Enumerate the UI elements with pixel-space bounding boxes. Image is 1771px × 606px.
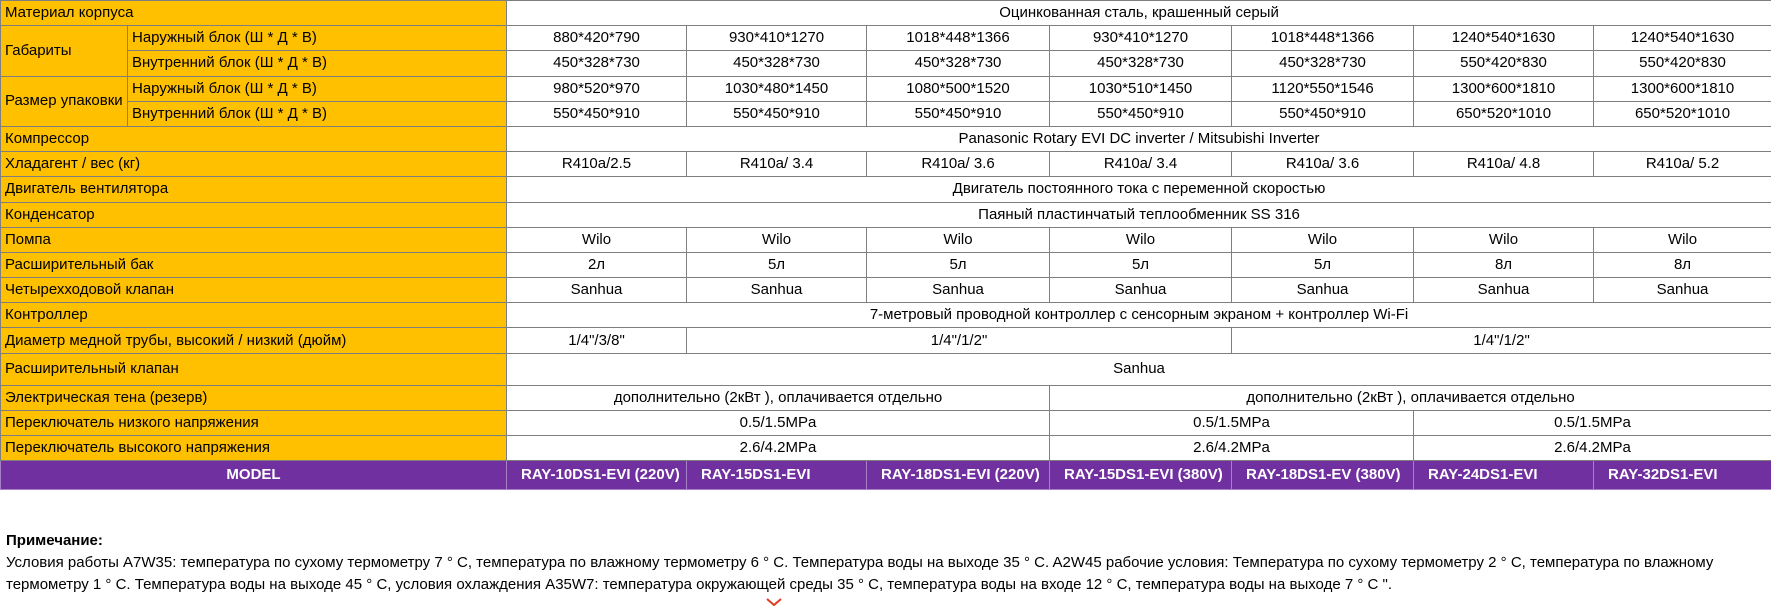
- value-cell: 7-метровый проводной контроллер с сенсорным экраном + контроллер Wi-Fi: [507, 303, 1771, 328]
- model-header: MODEL: [1, 461, 507, 490]
- row-four-way-valve: [1, 278, 1771, 303]
- row-label: Переключатель низкого напряжения: [1, 410, 507, 435]
- row-high-pressure-switch: [1, 436, 1771, 461]
- value-cell: Wilo: [867, 227, 1050, 252]
- row-expansion-valve: [1, 353, 1771, 385]
- row-electric-heater: [1, 385, 1771, 410]
- row-label: Четырехходовой клапан: [1, 278, 507, 303]
- value-cell: 5л: [687, 252, 867, 277]
- value-cell: 930*410*1270: [687, 26, 867, 51]
- row-label: Помпа: [1, 227, 507, 252]
- value-cell: Wilo: [687, 227, 867, 252]
- row-label: Расширительный бак: [1, 252, 507, 277]
- row-label: Хладагент / вес (кг): [1, 152, 507, 177]
- value-cell: Wilo: [1414, 227, 1594, 252]
- value-cell: 2л: [507, 252, 687, 277]
- row-controller: [1, 303, 1771, 328]
- value-cell: Wilo: [1232, 227, 1414, 252]
- value-cell: 0.5/1.5MPa: [1414, 410, 1771, 435]
- value-cell: 5л: [867, 252, 1050, 277]
- value-cell: Паяный пластинчатый теплообменник SS 316: [507, 202, 1771, 227]
- value-cell: дополнительно (2кВт ), оплачивается отдельно: [1050, 385, 1771, 410]
- value-cell: Двигатель постоянного тока с переменной скоростью: [507, 177, 1771, 202]
- row-dimensions-indoor: [1, 51, 1771, 76]
- value-cell: 650*520*1010: [1414, 101, 1594, 126]
- footnote: [6, 530, 1766, 596]
- row-material: [1, 1, 1771, 26]
- value-cell: 930*410*1270: [1050, 26, 1232, 51]
- row-label: Расширительный клапан: [1, 353, 507, 385]
- sub-label: Наружный блок (Ш * Д * В): [128, 76, 507, 101]
- value-cell: 450*328*730: [687, 51, 867, 76]
- row-fan-motor: [1, 177, 1771, 202]
- value-cell: Sanhua: [867, 278, 1050, 303]
- value-cell: Sanhua: [1232, 278, 1414, 303]
- value-cell: Sanhua: [1414, 278, 1594, 303]
- sub-label: Внутренний блок (Ш * Д * В): [128, 51, 507, 76]
- value-cell: R410a/2.5: [507, 152, 687, 177]
- value-cell: Sanhua: [507, 278, 687, 303]
- value-cell: 550*450*910: [1232, 101, 1414, 126]
- row-label: Контроллер: [1, 303, 507, 328]
- value-cell: R410a/ 4.8: [1414, 152, 1594, 177]
- footnote-title: Примечание:: [6, 530, 1766, 552]
- value-cell: 1018*448*1366: [1232, 26, 1414, 51]
- model-name: RAY-32DS1-EVI: [1594, 461, 1771, 490]
- value-cell: Sanhua: [507, 353, 1771, 385]
- value-cell: 8л: [1414, 252, 1594, 277]
- row-expansion-tank: [1, 252, 1771, 277]
- value-cell: 2.6/4.2MPa: [507, 436, 1050, 461]
- row-label: Электрическая тена (резерв): [1, 385, 507, 410]
- value-cell: 550*450*910: [687, 101, 867, 126]
- value-cell: R410a/ 5.2: [1594, 152, 1771, 177]
- row-label: Двигатель вентилятора: [1, 177, 507, 202]
- value-cell: дополнительно (2кВт ), оплачивается отдельно: [507, 385, 1050, 410]
- value-cell: 0.5/1.5MPa: [1050, 410, 1414, 435]
- value-cell: 5л: [1050, 252, 1232, 277]
- row-dimensions-outdoor: [1, 26, 1771, 51]
- row-label: Диаметр медной трубы, высокий / низкий (дюйм): [1, 328, 507, 353]
- value-cell: 550*450*910: [507, 101, 687, 126]
- row-label: Компрессор: [1, 126, 507, 151]
- value-cell: 1030*480*1450: [687, 76, 867, 101]
- value-cell: 550*420*830: [1414, 51, 1594, 76]
- row-label: Конденсатор: [1, 202, 507, 227]
- value-cell: Sanhua: [1050, 278, 1232, 303]
- model-name: RAY-10DS1-EVI (220V): [507, 461, 687, 490]
- value-cell: Panasonic Rotary EVI DC inverter / Mitsubishi Inverter: [507, 126, 1771, 151]
- value-cell: 1240*540*1630: [1414, 26, 1594, 51]
- row-refrigerant: [1, 152, 1771, 177]
- value-cell: Wilo: [1594, 227, 1771, 252]
- value-cell: 2.6/4.2MPa: [1050, 436, 1414, 461]
- row-compressor: [1, 126, 1771, 151]
- value-cell: Wilo: [507, 227, 687, 252]
- model-name: RAY-18DS1-EV (380V): [1232, 461, 1414, 490]
- value-cell: 1/4"/1/2": [1232, 328, 1771, 353]
- sub-label: Наружный блок (Ш * Д * В): [128, 26, 507, 51]
- value-cell: 550*450*910: [1050, 101, 1232, 126]
- value-cell: 1018*448*1366: [867, 26, 1050, 51]
- row-condenser: [1, 202, 1771, 227]
- model-name: RAY-18DS1-EVI (220V): [867, 461, 1050, 490]
- value-cell: 550*420*830: [1594, 51, 1771, 76]
- value-cell: 8л: [1594, 252, 1771, 277]
- value-cell: 450*328*730: [507, 51, 687, 76]
- value-cell: 550*450*910: [867, 101, 1050, 126]
- row-packing-outdoor: [1, 76, 1771, 101]
- row-pump: [1, 227, 1771, 252]
- value-cell: R410a/ 3.4: [687, 152, 867, 177]
- row-label: Переключатель высокого напряжения: [1, 436, 507, 461]
- row-label: Размер упаковки: [1, 76, 128, 126]
- value-cell: Оцинкованная сталь, крашенный серый: [507, 1, 1771, 26]
- value-cell: Sanhua: [687, 278, 867, 303]
- value-cell: 450*328*730: [1050, 51, 1232, 76]
- row-label: Материал корпуса: [1, 1, 507, 26]
- row-label: Габариты: [1, 26, 128, 76]
- row-packing-indoor: [1, 101, 1771, 126]
- value-cell: 0.5/1.5MPa: [507, 410, 1050, 435]
- value-cell: 450*328*730: [867, 51, 1050, 76]
- value-cell: Sanhua: [1594, 278, 1771, 303]
- sub-label: Внутренний блок (Ш * Д * В): [128, 101, 507, 126]
- value-cell: R410a/ 3.6: [867, 152, 1050, 177]
- row-pipe-diameter: [1, 328, 1771, 353]
- value-cell: 1300*600*1810: [1414, 76, 1594, 101]
- value-cell: Wilo: [1050, 227, 1232, 252]
- value-cell: R410a/ 3.6: [1232, 152, 1414, 177]
- value-cell: 980*520*970: [507, 76, 687, 101]
- value-cell: 1/4"/3/8": [507, 328, 687, 353]
- model-name: RAY-24DS1-EVI: [1414, 461, 1594, 490]
- value-cell: 1120*550*1546: [1232, 76, 1414, 101]
- value-cell: 1240*540*1630: [1594, 26, 1771, 51]
- value-cell: 1030*510*1450: [1050, 76, 1232, 101]
- value-cell: 2.6/4.2MPa: [1414, 436, 1771, 461]
- value-cell: 1/4"/1/2": [687, 328, 1232, 353]
- value-cell: 450*328*730: [1232, 51, 1414, 76]
- model-name: RAY-15DS1-EVI (380V): [1050, 461, 1232, 490]
- model-name: RAY-15DS1-EVI: [687, 461, 867, 490]
- footnote-text: Условия работы A7W35: температура по сухому термометру 7 ° C, температура по влажному термометру 6 ° C. Температура воды на выходе 35 ° C. A2W45 рабочие условия: Температура по сухому термометру 2 ° C, температура по влажному термометру 1 ° C. Температура воды на выходе 45 ° C, условия охлаждения A35W7: температура окружающей среды 35 ° C, температура воды на входе 12 ° C, температура воды на выходе 7 ° C ".: [6, 552, 1766, 596]
- value-cell: R410a/ 3.4: [1050, 152, 1232, 177]
- value-cell: 1080*500*1520: [867, 76, 1050, 101]
- value-cell: 880*420*790: [507, 26, 687, 51]
- row-model: [1, 461, 1771, 490]
- value-cell: 1300*600*1810: [1594, 76, 1771, 101]
- value-cell: 650*520*1010: [1594, 101, 1771, 126]
- value-cell: 5л: [1232, 252, 1414, 277]
- row-low-pressure-switch: [1, 410, 1771, 435]
